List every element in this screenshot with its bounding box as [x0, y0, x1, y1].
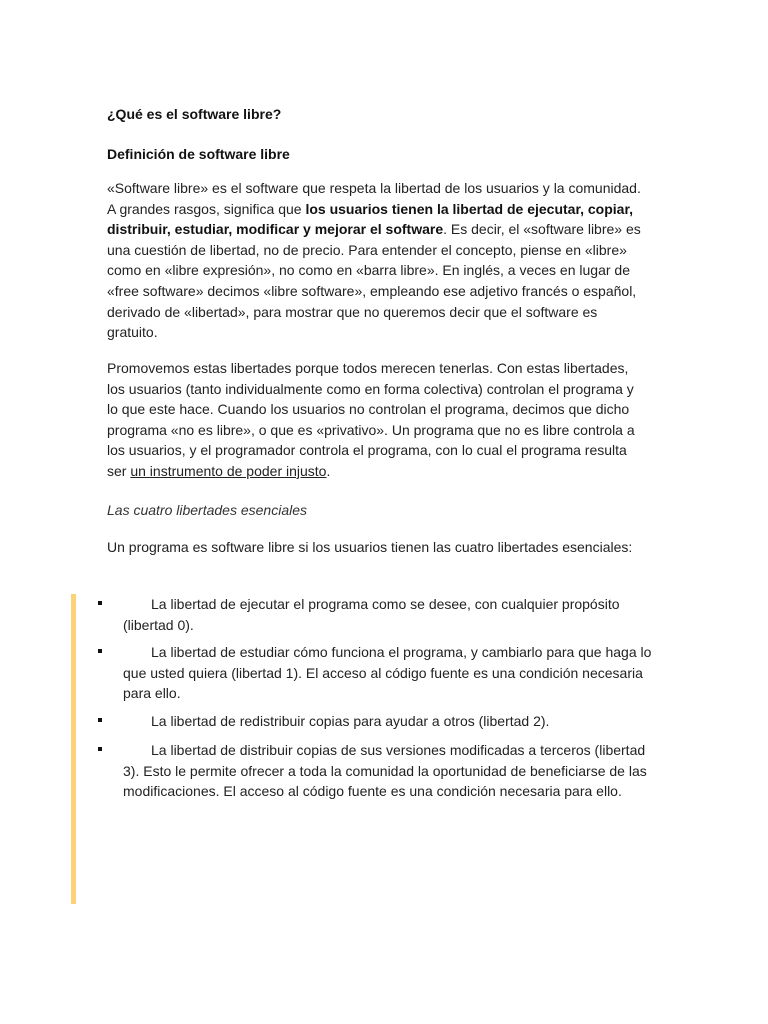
freedom-item-2: [123, 711, 658, 732]
freedom-item-1: [123, 642, 658, 704]
page-title: ¿Qué es el software libre?: [107, 106, 282, 122]
highlight-accent-bar: [71, 594, 76, 904]
freedom-item-text: La libertad de redistribuir copias para ayudar a otros (libertad 2).: [151, 713, 550, 729]
definition-text-1: «Software libre» es el software que respeta la libertad de los usuarios y la comunidad. A grandes rasgos, significa que: [107, 180, 641, 217]
unjust-power-link[interactable]: un instrumento de poder injusto: [130, 462, 327, 479]
bullet-square-icon: [98, 601, 102, 605]
freedom-item-3: [123, 740, 658, 802]
definition-paragraph: [107, 178, 647, 343]
bullet-square-icon: [98, 649, 102, 653]
freedom-rationale-paragraph: [107, 358, 647, 482]
rationale-text-2: .: [326, 462, 331, 479]
freedom-item-text: La libertad de ejecutar el programa como se desee, con cualquier propósito (libertad 0).: [123, 596, 620, 633]
freedom-item-text: La libertad de estudiar cómo funciona el programa, y cambiarlo para que haga lo que usted quiera (libertad 1). El acceso al código fuente es una condición necesaria para ello.: [123, 644, 652, 702]
freedoms-heading: Las cuatro libertades esenciales: [107, 502, 308, 518]
freedom-item-text: La libertad de distribuir copias de sus versiones modificadas a terceros (libertad 3). Esto le permite ofrecer a toda la comunidad la oportunidad de beneficiarse de las modificaciones. El acceso al código fuente es una condición necesaria para ello.: [123, 742, 647, 800]
bullet-square-icon: [98, 747, 102, 751]
freedoms-intro-paragraph: Un programa es software libre si los usuarios tienen las cuatro libertades esenciales:: [107, 539, 633, 555]
definition-text-2: . Es decir, el «software libre» es una cuestión de libertad, no de precio. Para entender el concepto, piense en «libre» como en «libre expresión», no como en «barra libre». En inglés, a veces en lugar de «free software» decimos «libre software», empleando ese adjetivo francés o español, derivado de «libertad», para mostrar que no queremos decir que el software es gratuito.: [107, 221, 641, 341]
rationale-text-1: Promovemos estas libertades porque todos merecen tenerlas. Con estas libertades, los usuarios (tanto individualmente como en forma colectiva) controlan el programa y lo que este hace. Cuando los usuarios no controlan el programa, decimos que dicho programa «no es libre», o que es «privativo». Un programa que no es libre controla a los usuarios, y el programador controla el programa, con lo cual el programa resulta ser: [107, 360, 635, 479]
definition-heading: Definición de software libre: [107, 146, 290, 162]
bullet-square-icon: [98, 718, 102, 722]
freedom-item-0: [123, 594, 658, 635]
definition-bold-text: los usuarios tienen la libertad de ejecutar, copiar, distribuir, estudiar, modificar y mejorar el software: [107, 200, 634, 238]
